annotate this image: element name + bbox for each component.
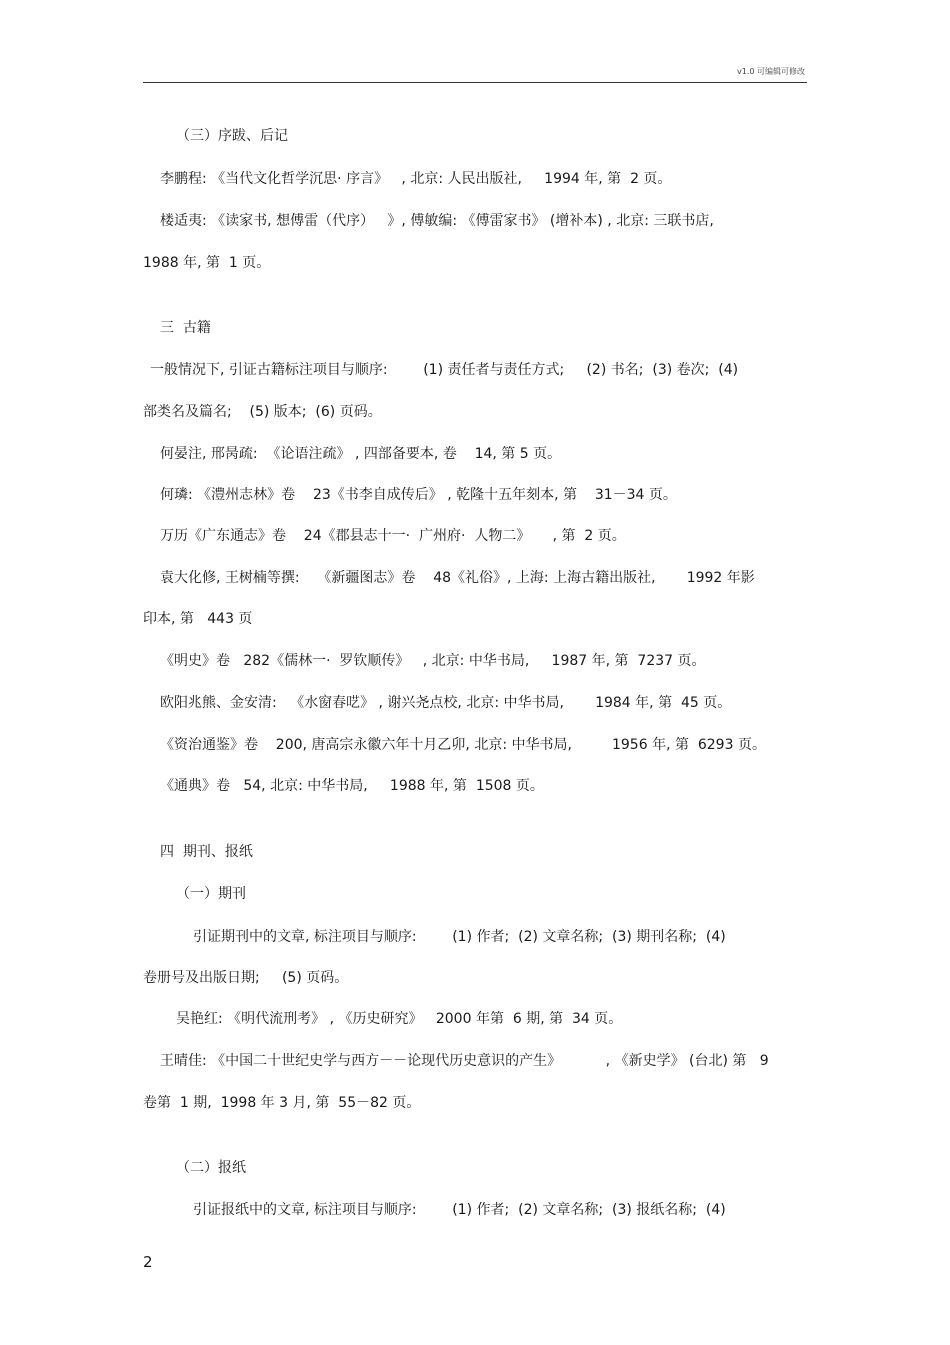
header-rule	[143, 82, 807, 83]
citation-line: 《明史》卷 282《儒林一· 罗钦顺传》 , 北京: 中华书局, 1987 年, 第 7237 页。	[160, 653, 706, 669]
citation-line: 楼适夷: 《读家书, 想傅雷（代序） 》, 傅敏编: 《傅雷家书》 (增补本) , 北京: 三联书店,	[160, 213, 714, 229]
citation-line: 《通典》卷 54, 北京: 中华书局, 1988 年, 第 1508 页。	[160, 778, 544, 794]
body-paragraph: 引证报纸中的文章, 标注项目与顺序: (1) 作者; (2) 文章名称; (3) 报纸名称; (4)	[193, 1202, 726, 1218]
citation-line: 袁大化修, 王树楠等撰: 《新疆图志》卷 48《礼俗》, 上海: 上海古籍出版社, 1992 年影	[160, 570, 755, 586]
citation-line: 印本, 第 443 页	[143, 611, 253, 627]
body-paragraph: 一般情况下, 引证古籍标注项目与顺序: (1) 责任者与责任方式; (2) 书名; (3) 卷次; (4)	[150, 362, 739, 378]
body-paragraph: 卷册号及出版日期; (5) 页码。	[143, 970, 349, 986]
body-paragraph: 部类名及篇名; (5) 版本; (6) 页码。	[143, 404, 382, 420]
citation-line: 万历《广东通志》卷 24《郡县志十一· 广州府· 人物二》 , 第 2 页。	[160, 528, 626, 544]
page-number: 2	[143, 1253, 153, 1271]
citation-line: 李鹏程: 《当代文化哲学沉思· 序言》 , 北京: 人民出版社, 1994 年, 第 2 页。	[160, 171, 672, 187]
body-paragraph: 引证期刊中的文章, 标注项目与顺序: (1) 作者; (2) 文章名称; (3) 期刊名称; (4)	[193, 929, 726, 945]
citation-line: 《资治通鉴》卷 200, 唐高宗永徽六年十月乙卯, 北京: 中华书局, 1956 年, 第 6293 页。	[160, 737, 766, 753]
heading-periodicals: 四 期刊、报纸	[160, 844, 253, 860]
heading-preface: （三）序跋、后记	[176, 128, 288, 144]
citation-line: 1988 年, 第 1 页。	[143, 255, 271, 271]
header-version-note: v1.0 可编辑可修改	[737, 67, 805, 76]
citation-line: 吴艳红: 《明代流刑考》 , 《历史研究》 2000 年第 6 期, 第 34 页。	[176, 1011, 623, 1027]
citation-line: 何晏注, 邢昺疏: 《论语注疏》 , 四部备要本, 卷 14, 第 5 页。	[160, 446, 562, 462]
citation-line: 王晴佳: 《中国二十世纪史学与西方－－论现代历史意识的产生》 , 《新史学》 (台北) 第 9	[160, 1053, 769, 1069]
citation-line: 欧阳兆熊、金安清: 《水窗春呓》 , 谢兴尧点校, 北京: 中华书局, 1984 年, 第 45 页。	[160, 695, 732, 711]
citation-line: 何璘: 《澧州志林》卷 23《书李自成传后》 , 乾隆十五年刻本, 第 31－34 页。	[160, 487, 677, 503]
heading-journals: （一）期刊	[176, 886, 246, 902]
heading-newspapers: （二）报纸	[176, 1160, 246, 1176]
heading-ancient-books: 三 古籍	[160, 320, 211, 336]
citation-line: 卷第 1 期, 1998 年 3 月, 第 55－82 页。	[143, 1095, 421, 1111]
